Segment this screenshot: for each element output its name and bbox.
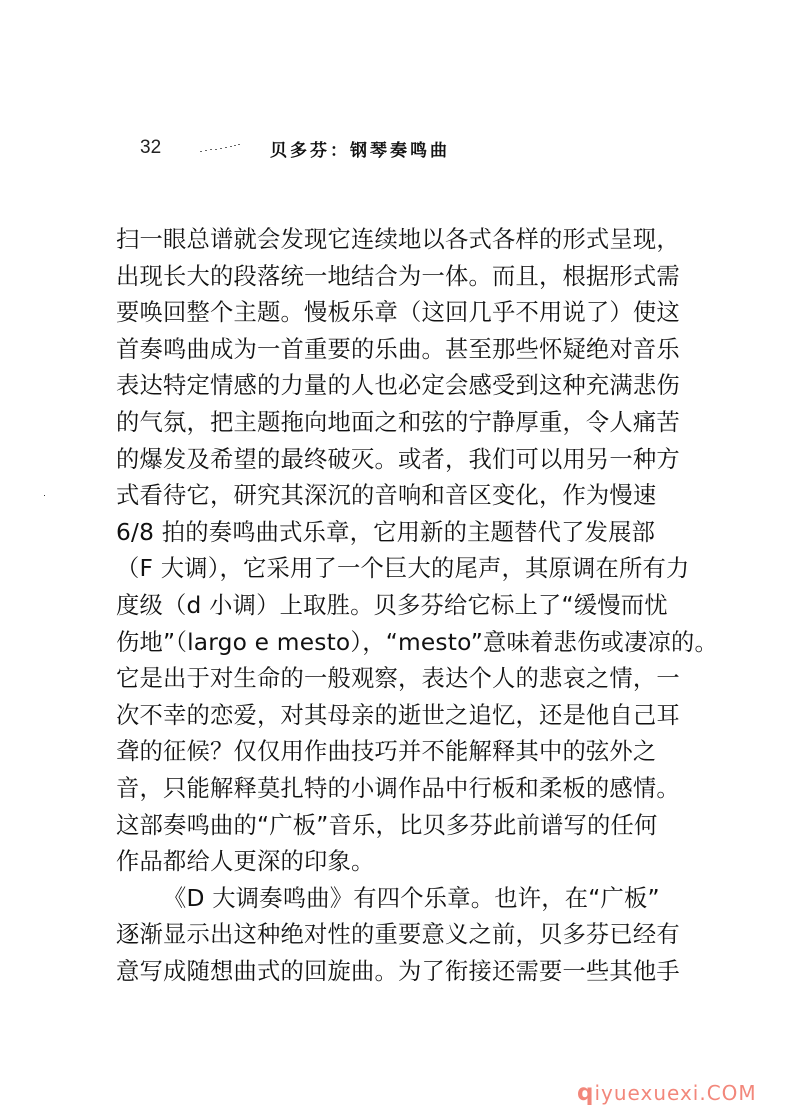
text-line: 作品都给人更深的印象。: [116, 848, 375, 876]
text-line: （F 大调），它采用了一个巨大的尾声，其原调在所有力: [116, 555, 690, 583]
margin-mark: [44, 495, 45, 496]
page-number: 32: [140, 137, 162, 158]
text-line: 度级（d 小调）上取胜。贝多芬给它标上了“缓慢而忧: [116, 591, 668, 619]
text-line: 逐渐显示出这种绝对性的重要意义之前，贝多芬已经有: [116, 921, 680, 949]
paragraph-start-line: 《D 大调奏鸣曲》有四个乐章。也许，在“广板”: [163, 884, 660, 912]
body-text: [116, 222, 718, 990]
text-line: 意写成随想曲式的回旋曲。为了衔接还需要一些其他手: [116, 957, 680, 985]
text-line: 聋的征候？仅仅用作曲技巧并不能解释其中的弦外之: [116, 738, 657, 766]
text-line: 音，只能解释莫扎特的小调作品中行板和柔板的感情。: [116, 774, 680, 802]
text-line: 出现长大的段落统一地结合为一体。而且，根据形式需: [116, 262, 680, 290]
running-title: 贝多芬：钢琴奏鸣曲: [270, 140, 450, 161]
text-line: 它是出于对生命的一般观察，表达个人的悲哀之情，一: [116, 665, 680, 693]
watermark-text: iyuexuexi.COM: [594, 1081, 757, 1105]
text-line: 次不幸的恋爱，对其母亲的逝世之追忆，还是他自己耳: [116, 701, 680, 729]
watermark: [577, 1080, 757, 1106]
text-line: 要唤回整个主题。慢板乐章（这回几乎不用说了）使这: [116, 299, 680, 327]
text-line: 伤地”（largo e mesto），“mesto”意味着悲伤或凄凉的。: [116, 628, 718, 656]
watermark-q: q: [577, 1080, 595, 1106]
text-line: 的气氛，把主题拖向地面之和弦的宁静厚重，令人痛苦: [116, 408, 680, 436]
text-line: 的爆发及希望的最终破灭。或者，我们可以用另一种方: [116, 445, 680, 473]
text-line: 6/8 拍的奏鸣曲式乐章，它用新的主题替代了发展部: [116, 518, 656, 546]
text-line: 表达特定情感的力量的人也必定会感受到这种充满悲伤: [116, 372, 680, 400]
text-line: 首奏鸣曲成为一首重要的乐曲。甚至那些怀疑绝对音乐: [116, 335, 680, 363]
decorative-ornament: [200, 143, 240, 153]
text-line: 式看待它，研究其深沉的音响和音区变化，作为慢速: [116, 482, 657, 510]
running-header: [140, 133, 450, 163]
text-line: 这部奏鸣曲的“广板”音乐，比贝多芬此前谱写的任何: [116, 811, 658, 839]
text-line: 扫一眼总谱就会发现它连续地以各式各样的形式呈现，: [116, 226, 680, 253]
